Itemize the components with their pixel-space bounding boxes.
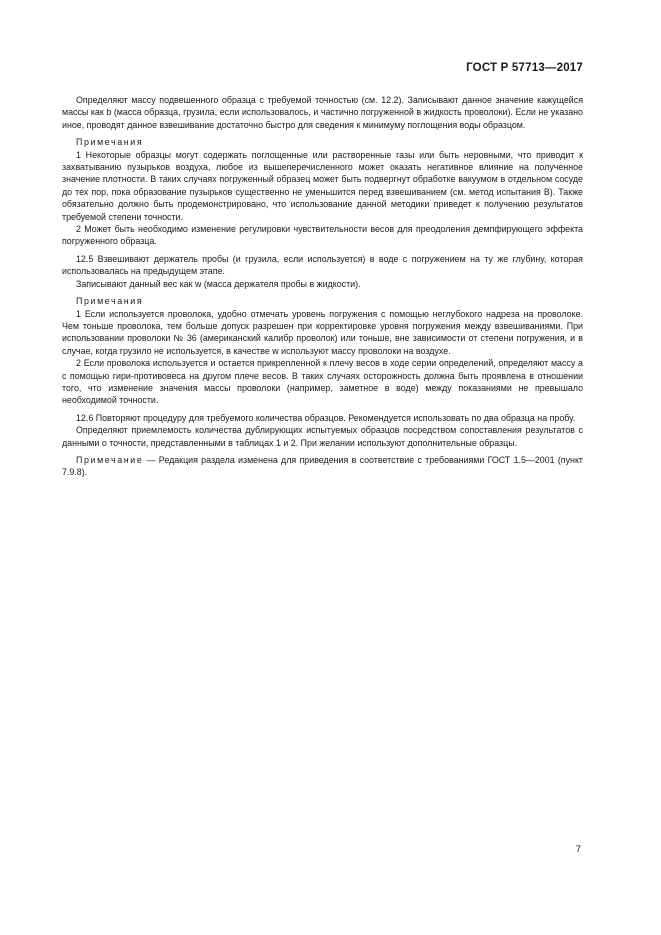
notes-heading: Примечания [76, 137, 144, 148]
paragraph-record-w: Записывают данный вес как w (масса держателя пробы в жидкости). [76, 278, 361, 289]
note-item: 1 Если используется проволока, удобно отмечать уровень погружения с помощью неглубокого надреза на проволоке. Чем тоньше проволока, тем больше допуск разрешен при корректировке уровня погружения между взвешиваниями. При использовании проволоки № 36 (американский калибр проволок) или тоньше, вне зависимости от степени погружения, и в случае, когда грузило не используется, в качестве w используют массу проволоки на воздухе. [62, 308, 583, 356]
document-body [62, 94, 583, 479]
page-number: 7 [575, 844, 581, 855]
note-item: 2 Если проволока используется и остается прикрепленной к плечу весов в ходе серии определений, определяют массу a с помощью гири-противовеса на другом плече весов. В таких случаях осторожность должна быть проявлена в отношении того, что изменение значения массы проволоки (например, заметное в воде) между показаниями не превышало необходимой точности. [62, 358, 583, 406]
final-note-label: Примечание [76, 454, 144, 465]
final-note [62, 454, 583, 479]
paragraph-apparent-mass: Определяют массу подвешенного образца с требуемой точностью (см. 12.2). Записывают данное значение кажущейся массы как b (масса образца, грузила, если использовалось, и частично погруженной в жидкость проволоки). Если не указано иное, проводят данное взвешивание достаточно быстро для сведения к минимуму поглощения воды образцом. [62, 95, 583, 130]
paragraph-12-6: 12.6 Повторяют процедуру для требуемого количества образцов. Рекомендуется использовать по два образца на пробу. [76, 412, 576, 423]
note-item: 2 Может быть необходимо изменение регулировки чувствительности весов для преодоления демпфирующего эффекта погруженного образца. [62, 224, 583, 247]
paragraph-12-5: 12.5 Взвешивают держатель пробы (и грузила, если используется) в воде с погружением на ту же глубину, которая использовалась на предыдущем этапе. [62, 253, 583, 277]
paragraph-acceptability: Определяют приемлемость количества дублирующих испытуемых образцов посредством сопоставления результатов с данными о точности, представленными в таблицах 1 и 2. При желании используют дополнительные образцы. [62, 425, 583, 448]
document-header: ГОСТ Р 57713—2017 [466, 62, 583, 74]
note-item: 1 Некоторые образцы могут содержать поглощенные или растворенные газы или быть неровными, что приводит к захватыванию пузырьков воздуха, любое из вышеперечисленного может оказать негативное влияние на полученное значение плотности. В таких случаях погруженный образец может быть подвергнут обработке вакуумом в отдельном сосуде до тех пор, пока образование пузырьков существенно не уменьшится перед взвешиванием (см. метод испытания В). Также обязательно должно быть продемонстрировано, что использование данной методики приведет к получению результатов требуемой степени точности. [62, 149, 583, 222]
notes-heading: Примечания [76, 296, 144, 307]
final-note-text: — Редакция раздела изменена для приведения в соответствие с требованиями ГОСТ 1.5—2001 (пункт 7.9.8). [62, 454, 583, 478]
